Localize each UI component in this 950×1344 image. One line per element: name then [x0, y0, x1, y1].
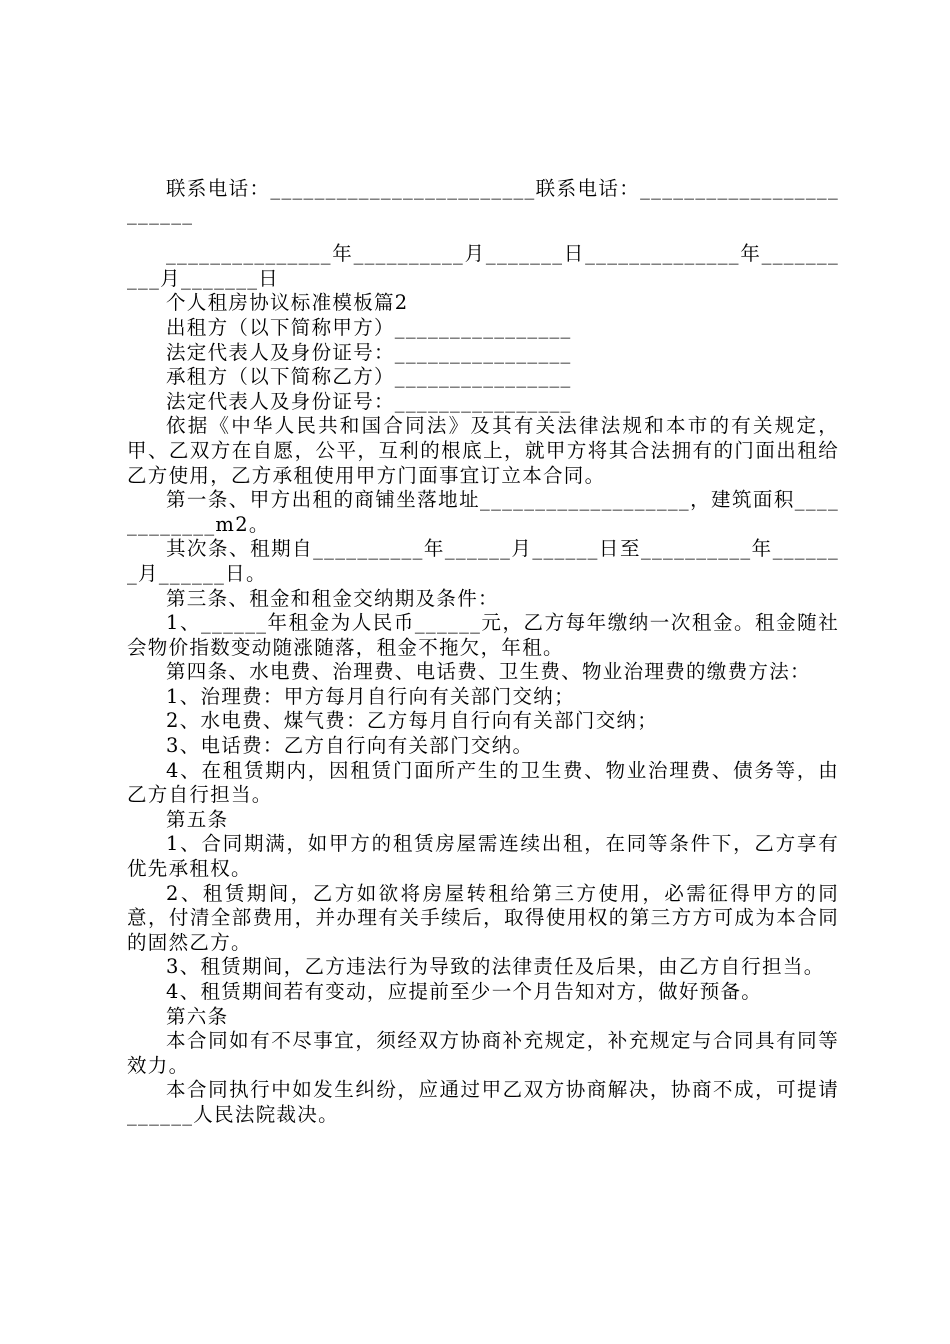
contact-phone-line: 联系电话：________________________联系电话：________________________ — [127, 177, 839, 225]
article-6-heading: 第六条 — [166, 1004, 229, 1028]
article-3-item-1: 1、______年租金为人民币______元，乙方每年缴纳一次租金。租金随社会物价指数变动随涨随落，租金不拖欠，年租。 — [127, 611, 839, 659]
article-2: 其次条、租期自__________年______月______日至__________年_______月______日。 — [127, 537, 839, 585]
article-4-item-2: 2、水电费、煤气费：乙方每月自行向有关部门交纳； — [166, 709, 659, 733]
article-6-paragraph-1: 本合同如有不尽事宜，须经双方协商补充规定，补充规定与合同具有同等效力。 — [127, 1029, 839, 1077]
date-line: _______________年__________月_______日______________年__________月_______日 — [127, 242, 839, 290]
article-5-item-4: 4、租赁期间若有变动，应提前至少一个月告知对方，做好预备。 — [166, 980, 763, 1003]
section-title: 个人租房协议标准模板篇2 — [166, 291, 409, 315]
document-body — [127, 177, 839, 1128]
article-6-paragraph-2: 本合同执行中如发生纠纷，应通过甲乙双方协商解决，协商不成，可提请______人民法院裁决。 — [127, 1078, 839, 1126]
article-5-item-3: 3、租赁期间，乙方违法行为导致的法律责任及后果，由乙方自行担当。 — [166, 955, 825, 979]
spacer — [127, 226, 839, 242]
article-4-item-4: 4、在租赁期内，因租赁门面所产生的卫生费、物业治理费、债务等，由乙方自行担当。 — [127, 758, 839, 807]
article-4-item-1: 1、治理费：甲方每月自行向有关部门交纳； — [166, 684, 575, 708]
article-5-item-2: 2、租赁期间，乙方如欲将房屋转租给第三方使用，必需征得甲方的同意，付清全部费用，并办理有关手续后，取得使用权的第三方方可成为本合同的固然乙方。 — [127, 881, 839, 954]
article-4-heading: 第四条、水电费、治理费、电话费、卫生费、物业治理费的缴费方法： — [166, 660, 811, 684]
article-5-heading: 第五条 — [166, 807, 229, 831]
article-4-item-3: 3、电话费：乙方自行向有关部门交纳。 — [166, 734, 534, 758]
lessor-representative-line: 法定代表人及身份证号：________________ — [166, 340, 572, 364]
lessor-line: 出租方（以下简称甲方）________________ — [166, 315, 572, 339]
article-5-item-1: 1、合同期满，如甲方的租赁房屋需连续出租，在同等条件下，乙方享有优先承租权。 — [127, 832, 839, 881]
preamble-paragraph: 依据《中华人民共和国合同法》及其有关法律法规和本市的有关规定，甲、乙双方在自愿，公平，互利的根底上，就甲方将其合法拥有的门面出租给乙方使用，乙方承租使用甲方门面事宜订立本合同。 — [127, 414, 839, 487]
lessee-line: 承租方（以下简称乙方）________________ — [166, 365, 572, 389]
lessee-representative-line: 法定代表人及身份证号：________________ — [166, 389, 572, 413]
article-3-heading: 第三条、租金和租金交纳期及条件： — [166, 586, 499, 610]
article-1: 第一条、甲方出租的商铺坐落地址___________________，建筑面积____________m2。 — [127, 488, 839, 536]
